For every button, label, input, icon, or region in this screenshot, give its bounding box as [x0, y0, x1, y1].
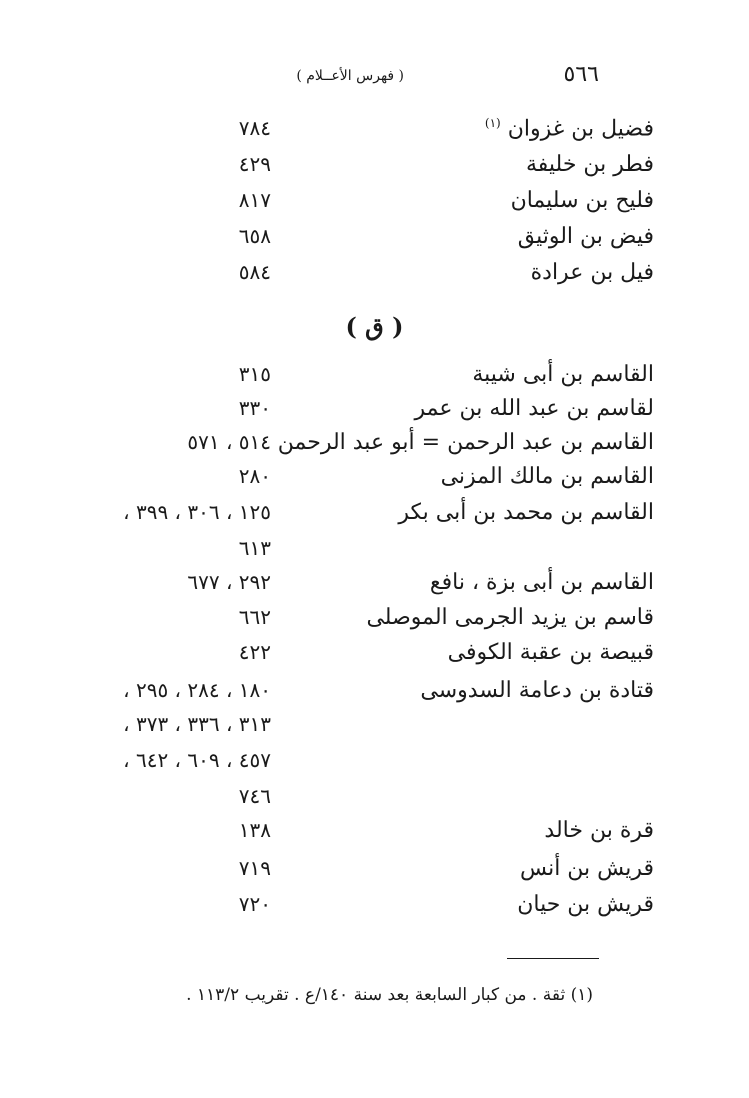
index-entry [0, 116, 749, 150]
page-header [0, 62, 749, 92]
index-entry [0, 362, 749, 396]
entry-pages: ٢٨٠ [238, 464, 271, 488]
entry-name: القاسم بن مالك المزنى [440, 464, 654, 489]
entry-name: قبيصة بن عقبة الكوفى [447, 640, 654, 665]
entry-pages: ٣١٣ ، ٣٣٦ ، ٣٧٣ ، [123, 712, 271, 736]
entry-pages: ٤٢٩ [238, 152, 271, 176]
entry-name: قريش بن حيان [517, 892, 654, 917]
entry-name: القاسم بن عبد الرحمن = أبو عبد الرحمن [277, 430, 654, 455]
running-title: ( فهرس الأعــلام ) [296, 68, 404, 84]
entry-pages: ٧١٩ [238, 856, 271, 880]
entry-pages: ٧٢٠ [238, 892, 271, 916]
index-entry [0, 818, 749, 852]
entry-name: القاسم بن أبى بزة ، نافع [429, 570, 654, 595]
footnote-rule [507, 958, 599, 959]
index-entry [0, 892, 749, 926]
entry-pages: ٣١٥ [238, 362, 271, 386]
index-entry [0, 640, 749, 674]
entry-pages: ٢٩٢ ، ٦٧٧ [187, 570, 271, 594]
entry-pages: ٤٥٧ ، ٦٠٩ ، ٦٤٢ ، [123, 748, 271, 772]
entry-name: فيل بن عرادة [530, 260, 654, 285]
entry-pages: ٨١٧ [238, 188, 271, 212]
entry-pages: ٧٤٦ [238, 784, 271, 808]
entry-name: فيض بن الوثيق [517, 224, 654, 249]
index-entry [0, 188, 749, 222]
index-entry-continuation [0, 536, 749, 570]
section-heading: ( ق ) [345, 312, 404, 341]
index-entry [0, 224, 749, 258]
entry-pages: ٧٨٤ [238, 116, 271, 140]
entry-name: فليح بن سليمان [510, 188, 654, 213]
index-entry [0, 430, 749, 464]
entry-name: لقاسم بن عبد الله بن عمر [414, 396, 654, 421]
index-entry [0, 260, 749, 294]
entry-name [485, 116, 654, 141]
index-entry [0, 570, 749, 604]
entry-name: قريش بن أنس [520, 856, 654, 881]
entry-name-text: فضيل بن غزوان [507, 116, 654, 142]
index-entry-continuation [0, 748, 749, 782]
entry-name: قرة بن خالد [544, 818, 654, 843]
entry-pages: ١٨٠ ، ٢٨٤ ، ٢٩٥ ، [123, 678, 271, 702]
entry-pages: ٣٣٠ [238, 396, 271, 420]
index-entry [0, 678, 749, 712]
footnote: (١) ثقة . من كبار السابعة بعد سنة ١٤٠/ع . تقريب ١١٣/٢ . [186, 985, 593, 1005]
entry-name: فطر بن خليفة [525, 152, 654, 177]
index-entry-continuation [0, 784, 749, 818]
entry-pages: ٥٨٤ [238, 260, 271, 284]
index-entry-continuation [0, 712, 749, 746]
entry-pages: ١٣٨ [238, 818, 271, 842]
entry-pages: ٦٥٨ [238, 224, 271, 248]
index-entry [0, 500, 749, 534]
entry-name: قاسم بن يزيد الجرمى الموصلى [366, 605, 654, 630]
index-entry [0, 464, 749, 498]
index-entry [0, 152, 749, 186]
index-entry [0, 605, 749, 639]
entry-name: القاسم بن محمد بن أبى بكر [398, 500, 654, 525]
entry-pages: ٦١٣ [238, 536, 271, 560]
entry-pages: ١٢٥ ، ٣٠٦ ، ٣٩٩ ، [123, 500, 271, 524]
index-entry [0, 856, 749, 890]
index-entry [0, 396, 749, 430]
entry-pages: ٦٦٢ [238, 605, 271, 629]
entry-pages: ٤٢٢ [238, 640, 271, 664]
entry-pages: ٥١٤ ، ٥٧١ [187, 430, 271, 454]
entry-name: القاسم بن أبى شيبة [472, 362, 654, 387]
page-number: ٥٦٦ [563, 62, 599, 87]
entry-name: قتادة بن دعامة السدوسى [420, 678, 654, 703]
footnote-marker: (١) [484, 116, 501, 130]
